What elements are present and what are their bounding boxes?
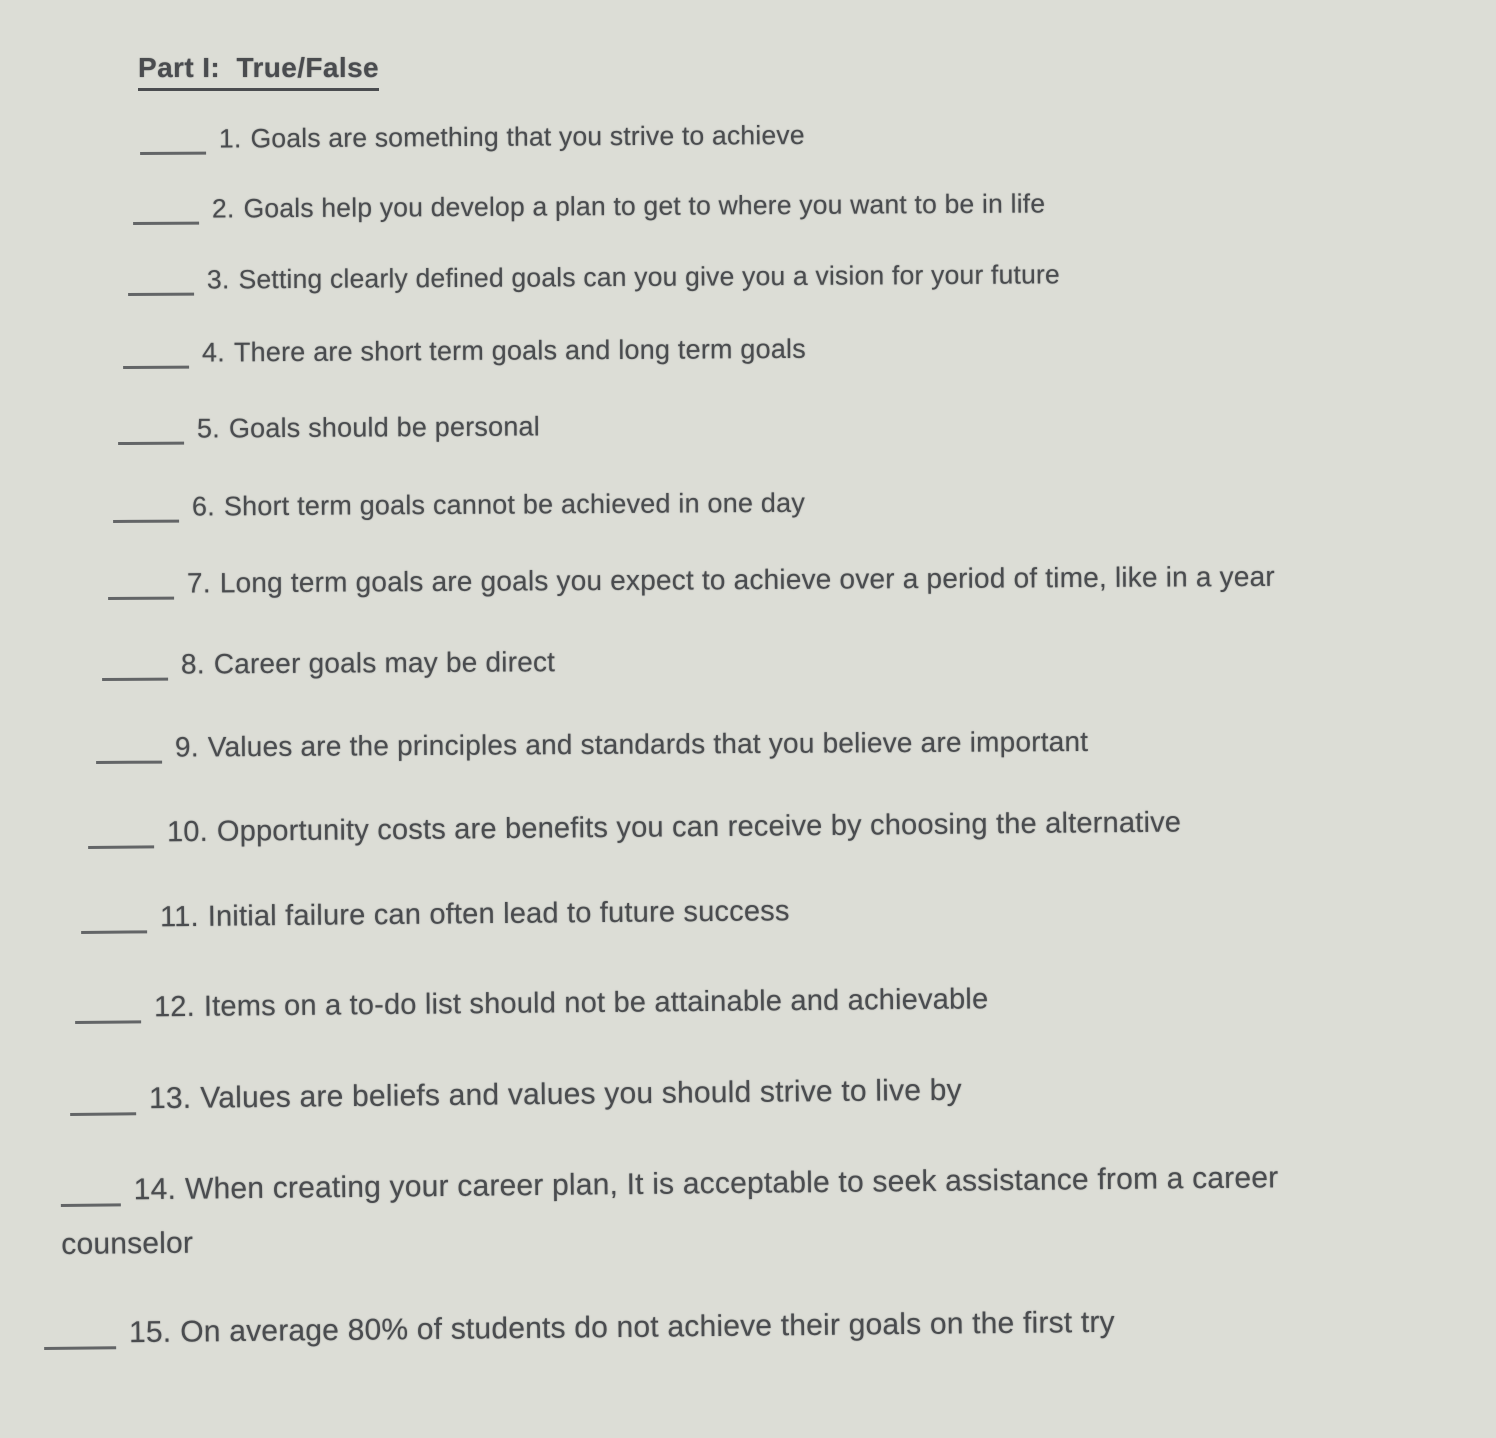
question-item-9 [96, 726, 1088, 764]
question-number: 15. [128, 1315, 172, 1350]
question-item-6 [113, 488, 805, 523]
answer-blank [96, 733, 162, 764]
question-number: 2. [211, 193, 235, 224]
question-item-13 [70, 1074, 962, 1117]
question-text: When creating your career plan, It is acceptable to seek assistance from a career [184, 1161, 1279, 1206]
question-text: Values are beliefs and values you should strive to live by [200, 1073, 962, 1115]
question-text: Long term goals are goals you expect to achieve over a period of time, like in a year [219, 560, 1275, 599]
answer-blank [123, 339, 189, 369]
answer-blank [128, 266, 194, 296]
question-text: Values are the principles and standards that you believe are important [207, 725, 1089, 763]
question-item-7 [108, 561, 1275, 600]
question-text: Goals should be personal [228, 411, 541, 444]
question-item-11 [81, 895, 790, 935]
answer-blank [88, 816, 154, 849]
question-text: On average 80% of students do not achieve their goals on the first try [180, 1305, 1115, 1349]
question-number: 14. [133, 1172, 177, 1207]
question-item-3 [128, 259, 1060, 296]
answer-blank [113, 493, 179, 523]
question-number: 6. [191, 491, 216, 522]
question-number: 8. [180, 648, 205, 680]
question-number: 1. [218, 123, 242, 154]
question-number: 11. [159, 900, 199, 934]
answer-blank [81, 901, 147, 934]
answer-blank [118, 415, 184, 445]
question-item-1 [140, 120, 805, 155]
question-text: There are short term goals and long term goals [233, 333, 806, 368]
question-text: Short term goals cannot be achieved in one day [223, 487, 806, 522]
question-text-line2: counselor [61, 1226, 194, 1261]
answer-blank [75, 991, 141, 1024]
question-number: 7. [186, 567, 211, 599]
question-item-2 [133, 188, 1045, 225]
question-number: 10. [166, 815, 209, 849]
answer-blank [102, 650, 168, 681]
question-item-8 [102, 646, 555, 681]
answer-blank [70, 1082, 136, 1116]
answer-blank [133, 195, 199, 225]
question-text: Goals help you develop a plan to get to where you want to be in life [243, 188, 1046, 224]
answer-blank [61, 1173, 121, 1207]
question-text: Opportunity costs are benefits you can receive by choosing the alternative [216, 806, 1182, 848]
question-text: Setting clearly defined goals can you give you a vision for your future [238, 259, 1061, 295]
question-text: Initial failure can often lead to future success [207, 895, 790, 933]
answer-blank [44, 1316, 116, 1350]
section-title: Part I: True/False [138, 52, 379, 91]
question-item-12 [75, 983, 989, 1025]
question-number: 9. [174, 731, 199, 763]
question-item-5 [118, 411, 540, 445]
question-item-15 [44, 1306, 1115, 1351]
question-text: Career goals may be direct [213, 646, 556, 680]
question-number: 3. [206, 264, 230, 295]
question-text: Items on a to-do list should not be attainable and achievable [203, 983, 989, 1023]
question-number: 12. [153, 990, 196, 1024]
question-number: 4. [201, 337, 226, 368]
question-text: Goals are something that you strive to achieve [250, 119, 805, 154]
question-number: 13. [148, 1081, 192, 1116]
question-item-10 [88, 807, 1181, 850]
question-item-14 [61, 1161, 1280, 1262]
answer-blank [140, 125, 206, 155]
answer-blank [108, 569, 174, 600]
question-item-4 [123, 334, 806, 369]
question-number: 5. [196, 413, 221, 444]
